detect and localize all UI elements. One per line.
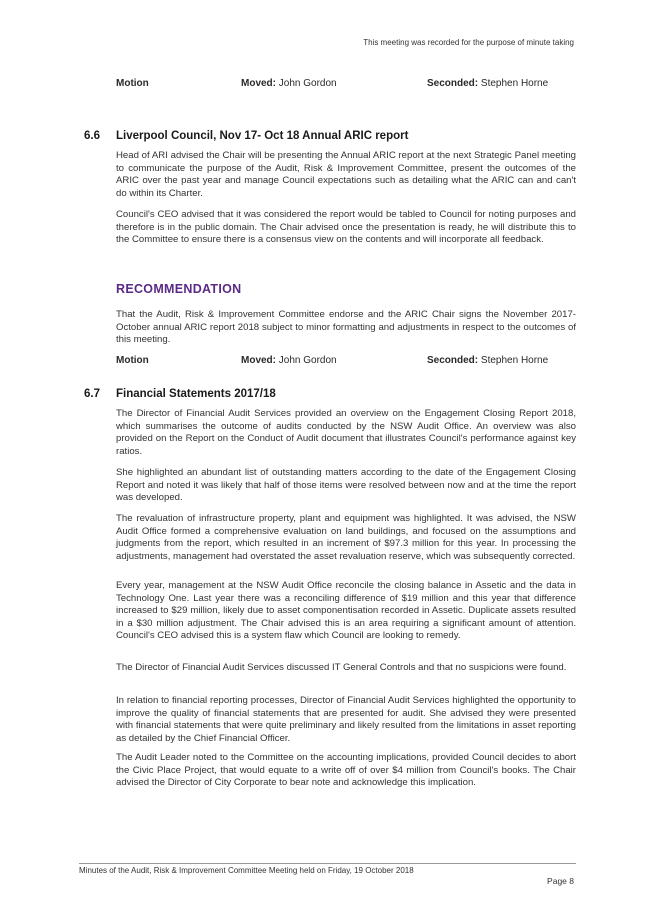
footer-text: Minutes of the Audit, Risk & Improvement Committee Meeting held on Friday, 19 October 2018 <box>79 866 414 875</box>
paragraph: She highlighted an abundant list of outstanding matters according to the date of the Engagement Closing Report and noted it was likely that half of those items were resolved between now and at the time the report was developed. <box>116 467 576 504</box>
recommendation-heading: RECOMMENDATION <box>116 282 242 296</box>
section-title-6-7: 6.7 Financial Statements 2017/18 <box>84 388 276 400</box>
moved-by: Moved: John Gordon <box>241 78 337 89</box>
seconded-by: Seconded: Stephen Horne <box>427 78 549 89</box>
moved-by: Moved: John Gordon <box>241 355 337 366</box>
paragraph: Head of ARI advised the Chair will be presenting the Annual ARIC report at the next Strategic Panel meeting to communicate the purpose of the Audit, Risk & Improvement Committee, present the outcomes of the ARIC over the past year and manage Council expectations such as detailing what the ARIC can and can't do within its Charter. <box>116 150 576 199</box>
motion-label: Motion <box>116 355 149 366</box>
header-note: This meeting was recorded for the purpose of minute taking <box>363 38 574 47</box>
paragraph: The Audit Leader noted to the Committee on the accounting implications, provided Council decides to abort the Civic Place Project, that would equate to a write off of over $4 million from Council's books. The Chair advised the Director of City Corporate to bear note and acknowledge this implication. <box>116 752 576 789</box>
paragraph: The revaluation of infrastructure property, plant and equipment was highlighted. It was advised, the NSW Audit Office formed a comprehensive evaluation on land buildings, and focused on the assumptions and judgments from the report, which resulted in an increment of $97.3 million for this year. In processing the adjustments, management had overstated the asset revaluation reserve, which was subsequently corrected. <box>116 513 576 562</box>
paragraph: Every year, management at the NSW Audit Office reconcile the closing balance in Assetic and the data in Technology One. Last year there was a reconciling difference of $19 million and this year that difference increased to $29 million, likely due to asset componentisation recorded in Assetic. Duplicate assets resulted in a $30 million adjustment. The Chair advised this is an area requiring a significant amount of attention. Council's CEO advised this is a system flaw which Council are looking to remedy. <box>116 580 576 642</box>
section-title-6-6: 6.6 Liverpool Council, Nov 17- Oct 18 Annual ARIC report <box>84 130 409 142</box>
seconded-by: Seconded: Stephen Horne <box>427 355 549 366</box>
paragraph: The Director of Financial Audit Services discussed IT General Controls and that no suspicions were found. <box>116 662 567 673</box>
page-number: Page 8 <box>547 876 574 886</box>
paragraph: The Director of Financial Audit Services provided an overview on the Engagement Closing Report 2018, which summarises the outcome of audits conducted by the NSW Audit Office. An overview was also provided on the Report on the Conduct of Audit document that illustrates Council's performance against key ratios. <box>116 408 576 457</box>
paragraph: Council's CEO advised that it was considered the report would be tabled to Council for noting purposes and therefore is in the public domain. The Chair advised once the presentation is ready, he will distribute this to the Committee to ensure there is a consensus view on the contents and will incorporate all feedback. <box>116 209 576 246</box>
footer-divider <box>79 863 576 864</box>
motion-label: Motion <box>116 78 149 89</box>
recommendation-text: That the Audit, Risk & Improvement Committee endorse and the ARIC Chair signs the November 2017- October annual ARIC report 2018 subject to minor formatting and adjustments in respect to the outcomes of this meeting. <box>116 309 576 346</box>
paragraph: In relation to financial reporting processes, Director of Financial Audit Services highlighted the opportunity to improve the quality of financial statements that are presented for audit. She advised they were presented with financial statements that were quite preliminary and likely resulted from the limitations in asset reporting as detailed by the Chief Financial Officer. <box>116 695 576 744</box>
